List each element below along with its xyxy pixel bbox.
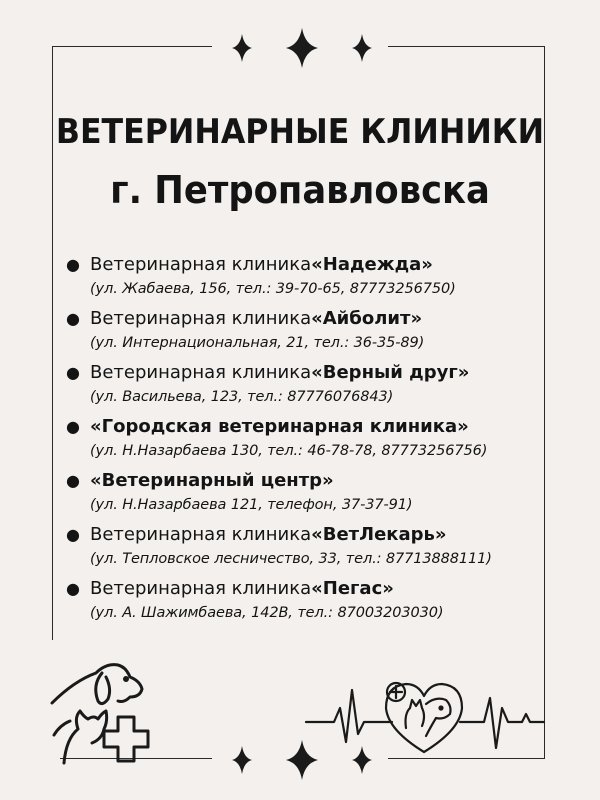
- list-item: [66, 306, 566, 354]
- list-item: [66, 468, 566, 516]
- list-item: [66, 576, 566, 624]
- list-item: [66, 360, 566, 408]
- clinic-name: «Верный друг»: [311, 362, 470, 383]
- dog-cat-medical-cross-icon: [44, 655, 164, 765]
- clinic-details: (ул. Васильева, 123, тел.: 87776076843): [90, 389, 394, 405]
- clinic-name: «Городская ветеринарная клиника»: [90, 416, 469, 437]
- list-item: [66, 522, 566, 570]
- list-item: [66, 252, 566, 300]
- clinic-details: (ул. А. Шажимбаева, 142В, тел.: 87003203030): [90, 605, 444, 621]
- bullet-icon: ●: [66, 471, 80, 490]
- clinic-name: «Пегас»: [311, 578, 394, 599]
- clinic-prefix: Ветеринарная клиника: [90, 254, 312, 275]
- page-subtitle: г. Петропавловска: [110, 168, 490, 212]
- clinic-prefix: Ветеринарная клиника: [90, 308, 312, 329]
- clinic-name: «Ветеринарный центр»: [90, 470, 334, 491]
- clinic-details: (ул. Н.Назарбаева 121, телефон, 37-37-91): [90, 497, 413, 513]
- sparkle-stars-icon: [222, 28, 382, 68]
- bullet-icon: ●: [66, 255, 80, 274]
- list-item: [66, 414, 566, 462]
- clinic-name: «ВетЛекарь»: [311, 524, 447, 545]
- bullet-icon: ●: [66, 309, 80, 328]
- clinic-details: (ул. Н.Назарбаева 130, тел.: 46-78-78, 87773256756): [90, 443, 488, 459]
- clinic-prefix: Ветеринарная клиника: [90, 362, 312, 383]
- bullet-icon: ●: [66, 579, 80, 598]
- clinic-details: (ул. Жабаева, 156, тел.: 39-70-65, 87773256750): [90, 281, 456, 297]
- bullet-icon: ●: [66, 417, 80, 436]
- clinic-prefix: Ветеринарная клиника: [90, 524, 312, 545]
- clinic-name: «Надежда»: [311, 254, 433, 275]
- clinic-details: (ул. Тепловское лесничество, 33, тел.: 87713888111): [90, 551, 492, 567]
- clinic-details: (ул. Интернациональная, 21, тел.: 36-35-89): [90, 335, 425, 351]
- page-title: ВЕТЕРИНАРНЫЕ КЛИНИКИ: [55, 112, 545, 152]
- heartbeat-pets-heart-icon: [300, 668, 548, 764]
- clinic-prefix: Ветеринарная клиника: [90, 578, 312, 599]
- bullet-icon: ●: [66, 363, 80, 382]
- bullet-icon: ●: [66, 525, 80, 544]
- clinic-list: [66, 252, 566, 630]
- clinic-name: «Айболит»: [311, 308, 423, 329]
